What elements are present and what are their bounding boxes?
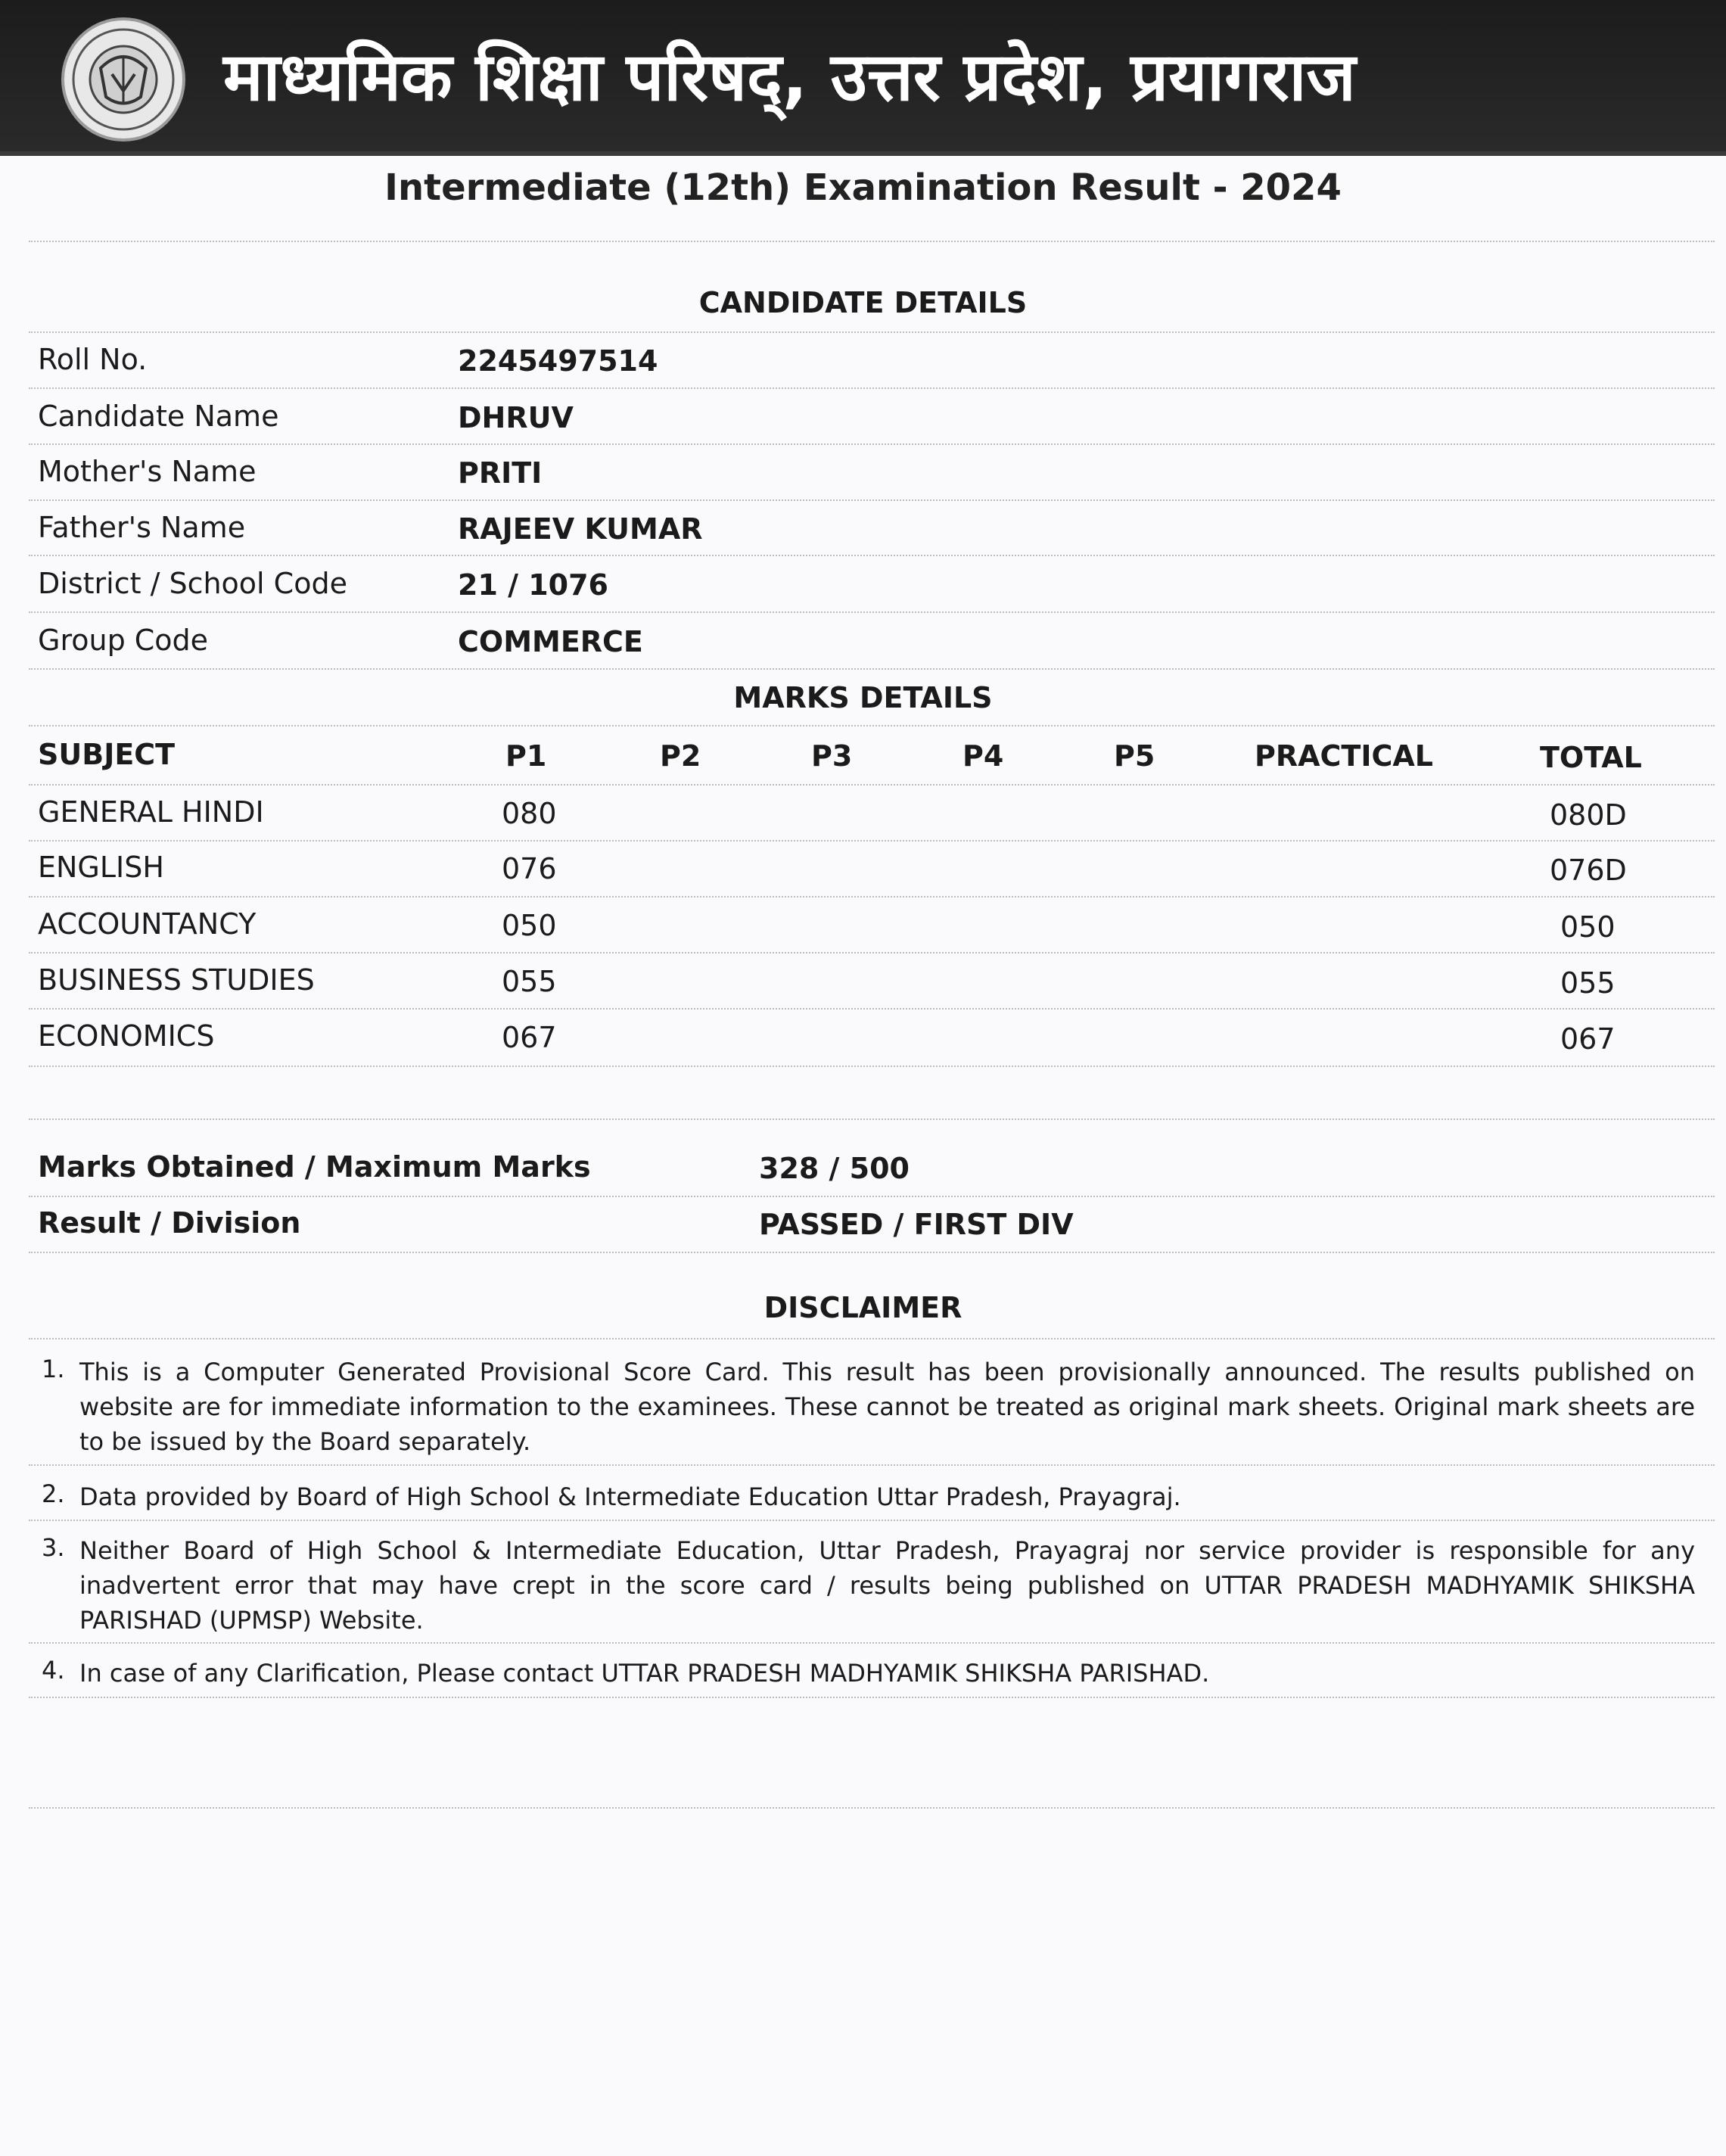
divider xyxy=(29,1642,1715,1644)
group-code-label: Group Code xyxy=(38,624,209,657)
father-name-label: Father's Name xyxy=(38,511,246,544)
table-row-p1: 055 xyxy=(502,965,557,998)
marks-details-heading: MARKS DETAILS xyxy=(733,681,993,714)
col-p1: P1 xyxy=(505,739,547,773)
table-row-p1: 076 xyxy=(502,852,557,885)
divider xyxy=(29,1520,1715,1521)
table-row-total: 055 xyxy=(1560,966,1616,1000)
candidate-name-label: Candidate Name xyxy=(38,400,279,433)
mother-name-value: PRITI xyxy=(458,456,543,490)
disclaimer-item-text: In case of any Clarification, Please contact UTTAR PRADESH MADHYAMIK SHIKSHA PARISHAD. xyxy=(79,1659,1210,1688)
mother-name-label: Mother's Name xyxy=(38,455,257,488)
divider xyxy=(29,1196,1715,1197)
divider xyxy=(29,668,1715,670)
col-practical: PRACTICAL xyxy=(1255,739,1433,773)
divider xyxy=(29,952,1715,954)
table-row-subject: GENERAL HINDI xyxy=(38,795,264,829)
header-banner xyxy=(0,0,1726,156)
disclaimer-item-number: 1. xyxy=(42,1355,65,1383)
divider xyxy=(29,1252,1715,1253)
district-school-code-value: 21 / 1076 xyxy=(458,568,608,602)
divider xyxy=(29,1807,1715,1809)
divider xyxy=(29,784,1715,786)
candidate-name-value: DHRUV xyxy=(458,401,574,434)
result-division-value: PASSED / FIRST DIV xyxy=(759,1208,1074,1241)
divider xyxy=(29,555,1715,556)
table-row-total: 050 xyxy=(1560,910,1616,944)
disclaimer-item-number: 4. xyxy=(42,1656,65,1685)
divider xyxy=(29,1118,1715,1120)
divider xyxy=(29,1697,1715,1698)
marks-obtained-label: Marks Obtained / Maximum Marks xyxy=(38,1150,591,1184)
table-row-subject: ECONOMICS xyxy=(38,1019,215,1053)
roll-no-label: Roll No. xyxy=(38,343,148,376)
candidate-details-heading: CANDIDATE DETAILS xyxy=(698,286,1028,319)
father-name-value: RAJEEV KUMAR xyxy=(458,512,703,546)
divider xyxy=(29,331,1715,333)
divider xyxy=(29,1008,1715,1010)
col-subject: SUBJECT xyxy=(38,738,176,771)
divider xyxy=(29,611,1715,613)
district-school-code-label: District / School Code xyxy=(38,567,347,600)
table-row-subject: BUSINESS STUDIES xyxy=(38,963,315,997)
col-p5: P5 xyxy=(1114,739,1155,773)
col-p4: P4 xyxy=(963,739,1004,773)
roll-no-value: 2245497514 xyxy=(458,344,658,378)
table-row-p1: 080 xyxy=(502,797,557,830)
table-row-total: 080D xyxy=(1550,798,1627,832)
disclaimer-item-text: This is a Computer Generated Provisional Score Card. This result has been provisionally announced. The results published on website are for immediate information to the examinees. These cannot be treated as original mark sheets. Original mark sheets are to be issued by the Board separately. xyxy=(79,1358,1695,1456)
divider xyxy=(29,241,1715,242)
divider xyxy=(29,1464,1715,1466)
table-row-p1: 050 xyxy=(502,909,557,942)
result-division-label: Result / Division xyxy=(38,1206,301,1240)
divider xyxy=(29,443,1715,445)
col-p3: P3 xyxy=(811,739,853,773)
divider xyxy=(29,1066,1715,1067)
page-title: Intermediate (12th) Examination Result - 2024 xyxy=(384,166,1342,209)
table-row-total: 076D xyxy=(1550,854,1627,887)
divider xyxy=(29,1338,1715,1339)
disclaimer-heading: DISCLAIMER xyxy=(763,1291,963,1324)
marks-obtained-value: 328 / 500 xyxy=(759,1152,910,1185)
board-name-hindi: माध्यमिक शिक्षा परिषद्, उत्तर प्रदेश, प्रयागराज xyxy=(223,38,1356,116)
col-p2: P2 xyxy=(660,739,701,773)
divider xyxy=(29,387,1715,389)
col-total: TOTAL xyxy=(1540,741,1642,774)
divider xyxy=(29,499,1715,501)
upmsp-emblem-icon xyxy=(59,15,188,144)
table-row-subject: ENGLISH xyxy=(38,851,164,884)
table-row-total: 067 xyxy=(1560,1022,1616,1056)
disclaimer-item-number: 2. xyxy=(42,1479,65,1508)
table-row-subject: ACCOUNTANCY xyxy=(38,907,257,941)
table-row-p1: 067 xyxy=(502,1021,557,1054)
disclaimer-item-number: 3. xyxy=(42,1533,65,1562)
disclaimer-item-text: Neither Board of High School & Intermediate Education, Uttar Pradesh, Prayagraj nor service provider is responsible for any inadvertent error that may have crept in the score card / results being published on UTTAR PRADESH MADHYAMIK SHIKSHA PARISHAD (UPMSP) Website. xyxy=(79,1536,1695,1635)
divider xyxy=(29,840,1715,842)
divider xyxy=(29,725,1715,726)
divider xyxy=(29,896,1715,898)
group-code-value: COMMERCE xyxy=(458,625,643,658)
disclaimer-item-text: Data provided by Board of High School & Intermediate Education Uttar Pradesh, Prayagraj. xyxy=(79,1482,1181,1511)
